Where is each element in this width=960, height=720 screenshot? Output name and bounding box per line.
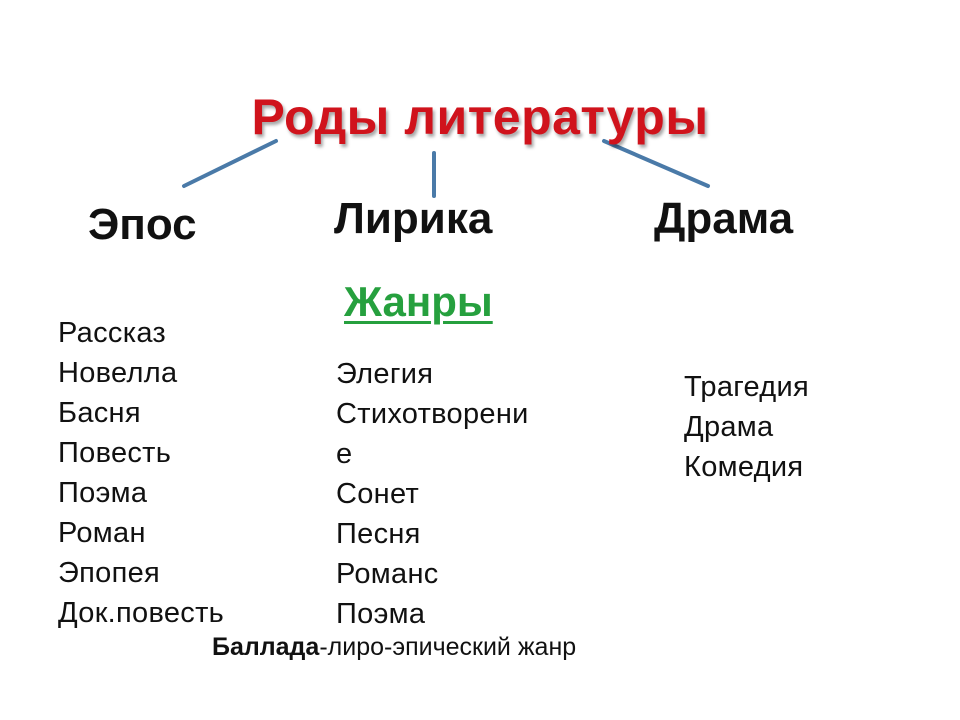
drama-genre-list xyxy=(684,367,809,487)
epos-genre-item: Повесть xyxy=(58,437,172,469)
diagram-title: Роды литературы xyxy=(251,89,709,145)
lyric-genre-item: Элегия xyxy=(336,358,434,390)
lyric-genre-item: е xyxy=(336,438,353,470)
kind-epos: Эпос xyxy=(88,200,197,249)
genres-heading: Жанры xyxy=(344,278,493,325)
ballad-description: -лиро-эпический жанр xyxy=(319,633,577,661)
epos-genre-item: Рассказ xyxy=(58,317,167,349)
epos-genre-item: Роман xyxy=(58,517,146,549)
connector-to-drama xyxy=(604,141,708,186)
connector-to-epos xyxy=(184,141,276,186)
lyric-genre-list xyxy=(336,354,529,634)
lyric-genre-item: Романс xyxy=(336,558,439,590)
kind-drama: Драма xyxy=(654,194,794,243)
epos-genre-item: Док.повесть xyxy=(58,597,225,629)
drama-genre-item: Драма xyxy=(684,411,774,443)
epos-genre-list xyxy=(58,313,224,633)
drama-genre-item: Трагедия xyxy=(684,371,809,403)
epos-genre-item: Эпопея xyxy=(58,557,161,589)
lyric-genre-item: Стихотворени xyxy=(336,398,529,430)
kind-lyric: Лирика xyxy=(334,194,493,243)
lyric-genre-item: Сонет xyxy=(336,478,420,510)
epos-genre-item: Новелла xyxy=(58,357,178,389)
epos-genre-item: Поэма xyxy=(58,477,148,509)
lyric-genre-item: Песня xyxy=(336,518,421,550)
epos-genre-item: Басня xyxy=(58,397,141,429)
drama-genre-item: Комедия xyxy=(684,451,804,483)
ballad-name: Баллада xyxy=(212,633,320,661)
ballad-note xyxy=(212,630,592,664)
lyric-genre-item: Поэма xyxy=(336,598,426,630)
